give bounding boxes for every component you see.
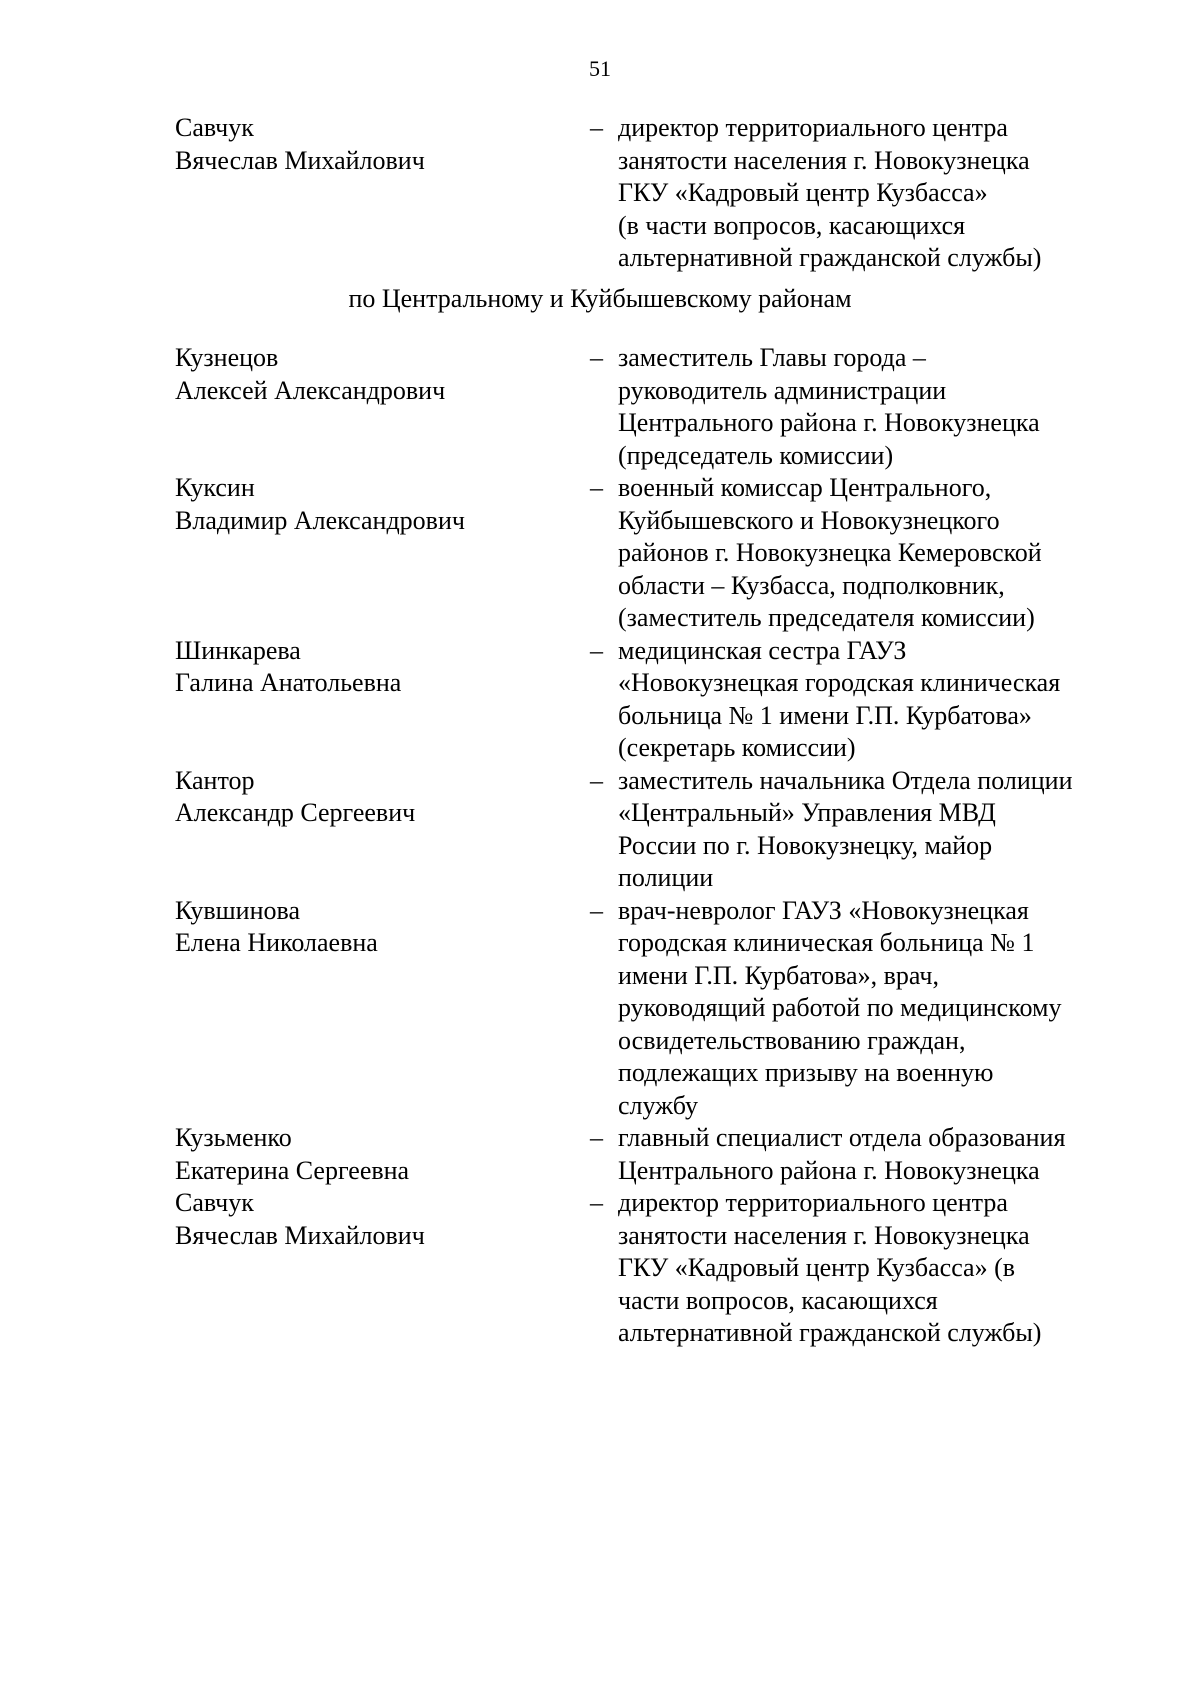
dash-separator: –	[590, 635, 603, 665]
section-title: по Центральному и Куйбышевскому районам	[348, 284, 852, 313]
dash-separator: –	[590, 895, 603, 925]
member-position: главный специалист отдела образования Центрального района г. Новокузнецка	[618, 1123, 1066, 1185]
member-row	[175, 895, 1135, 1123]
dash-separator: –	[590, 343, 603, 372]
member-list-section	[175, 342, 1135, 1350]
dash-separator: –	[590, 1188, 603, 1217]
dash-separator: –	[590, 113, 603, 142]
member-position: директор территориального центра занятости населения г. Новокузнецка ГКУ «Кадровый центр Кузбасса» (в части вопросов, касающихся альтернативной гражданской службы)	[618, 1188, 1042, 1347]
member-position: заместитель Главы города – руководитель администрации Центрального района г. Новокузнецка (председатель комиссии)	[618, 343, 1040, 470]
member-row	[175, 112, 1135, 275]
member-position: военный комиссар Центрального, Куйбышевского и Новокузнецкого районов г. Новокузнецка Кемеровской области – Кузбасса, подполковник, (заместитель председателя комиссии)	[618, 473, 1042, 632]
page-number: 51	[589, 56, 611, 81]
member-position: директор территориального центра занятости населения г. Новокузнецка ГКУ «Кадровый центр Кузбасса» (в части вопросов, касающихся альтернативной гражданской службы)	[618, 113, 1042, 272]
member-name: Савчук Вячеслав Михайлович	[175, 1188, 425, 1250]
member-name: Куксин Владимир Александрович	[175, 473, 465, 535]
member-row	[175, 1122, 1135, 1187]
member-position: медицинская сестра ГАУЗ «Новокузнецкая городская клиническая больница № 1 имени Г.П. Курбатова» (секретарь комиссии)	[618, 635, 1061, 762]
member-row	[175, 1187, 1135, 1350]
member-row	[175, 342, 1135, 472]
member-row	[175, 635, 1135, 765]
member-name: Кувшинова Елена Николаевна	[175, 895, 378, 957]
member-position: заместитель начальника Отдела полиции «Центральный» Управления МВД России по г. Новокузнецку, майор полиции	[618, 765, 1073, 892]
dash-separator: –	[590, 765, 603, 795]
member-name: Шинкарева Галина Анатольевна	[175, 635, 402, 697]
member-list-top	[175, 112, 1135, 275]
dash-separator: –	[590, 473, 603, 502]
dash-separator: –	[590, 1123, 603, 1152]
member-position: врач-невролог ГАУЗ «Новокузнецкая городская клиническая больница № 1 имени Г.П. Курбатова», врач, руководящий работой по медицинскому освидетельствованию граждан, подлежащих призыву на военную службу	[618, 895, 1062, 1120]
member-name: Кантор Александр Сергеевич	[175, 765, 416, 827]
member-row	[175, 472, 1135, 635]
member-name: Кузьменко Екатерина Сергеевна	[175, 1123, 410, 1185]
member-name: Кузнецов Алексей Александрович	[175, 343, 446, 405]
member-row	[175, 765, 1135, 895]
member-name: Савчук Вячеслав Михайлович	[175, 113, 425, 175]
